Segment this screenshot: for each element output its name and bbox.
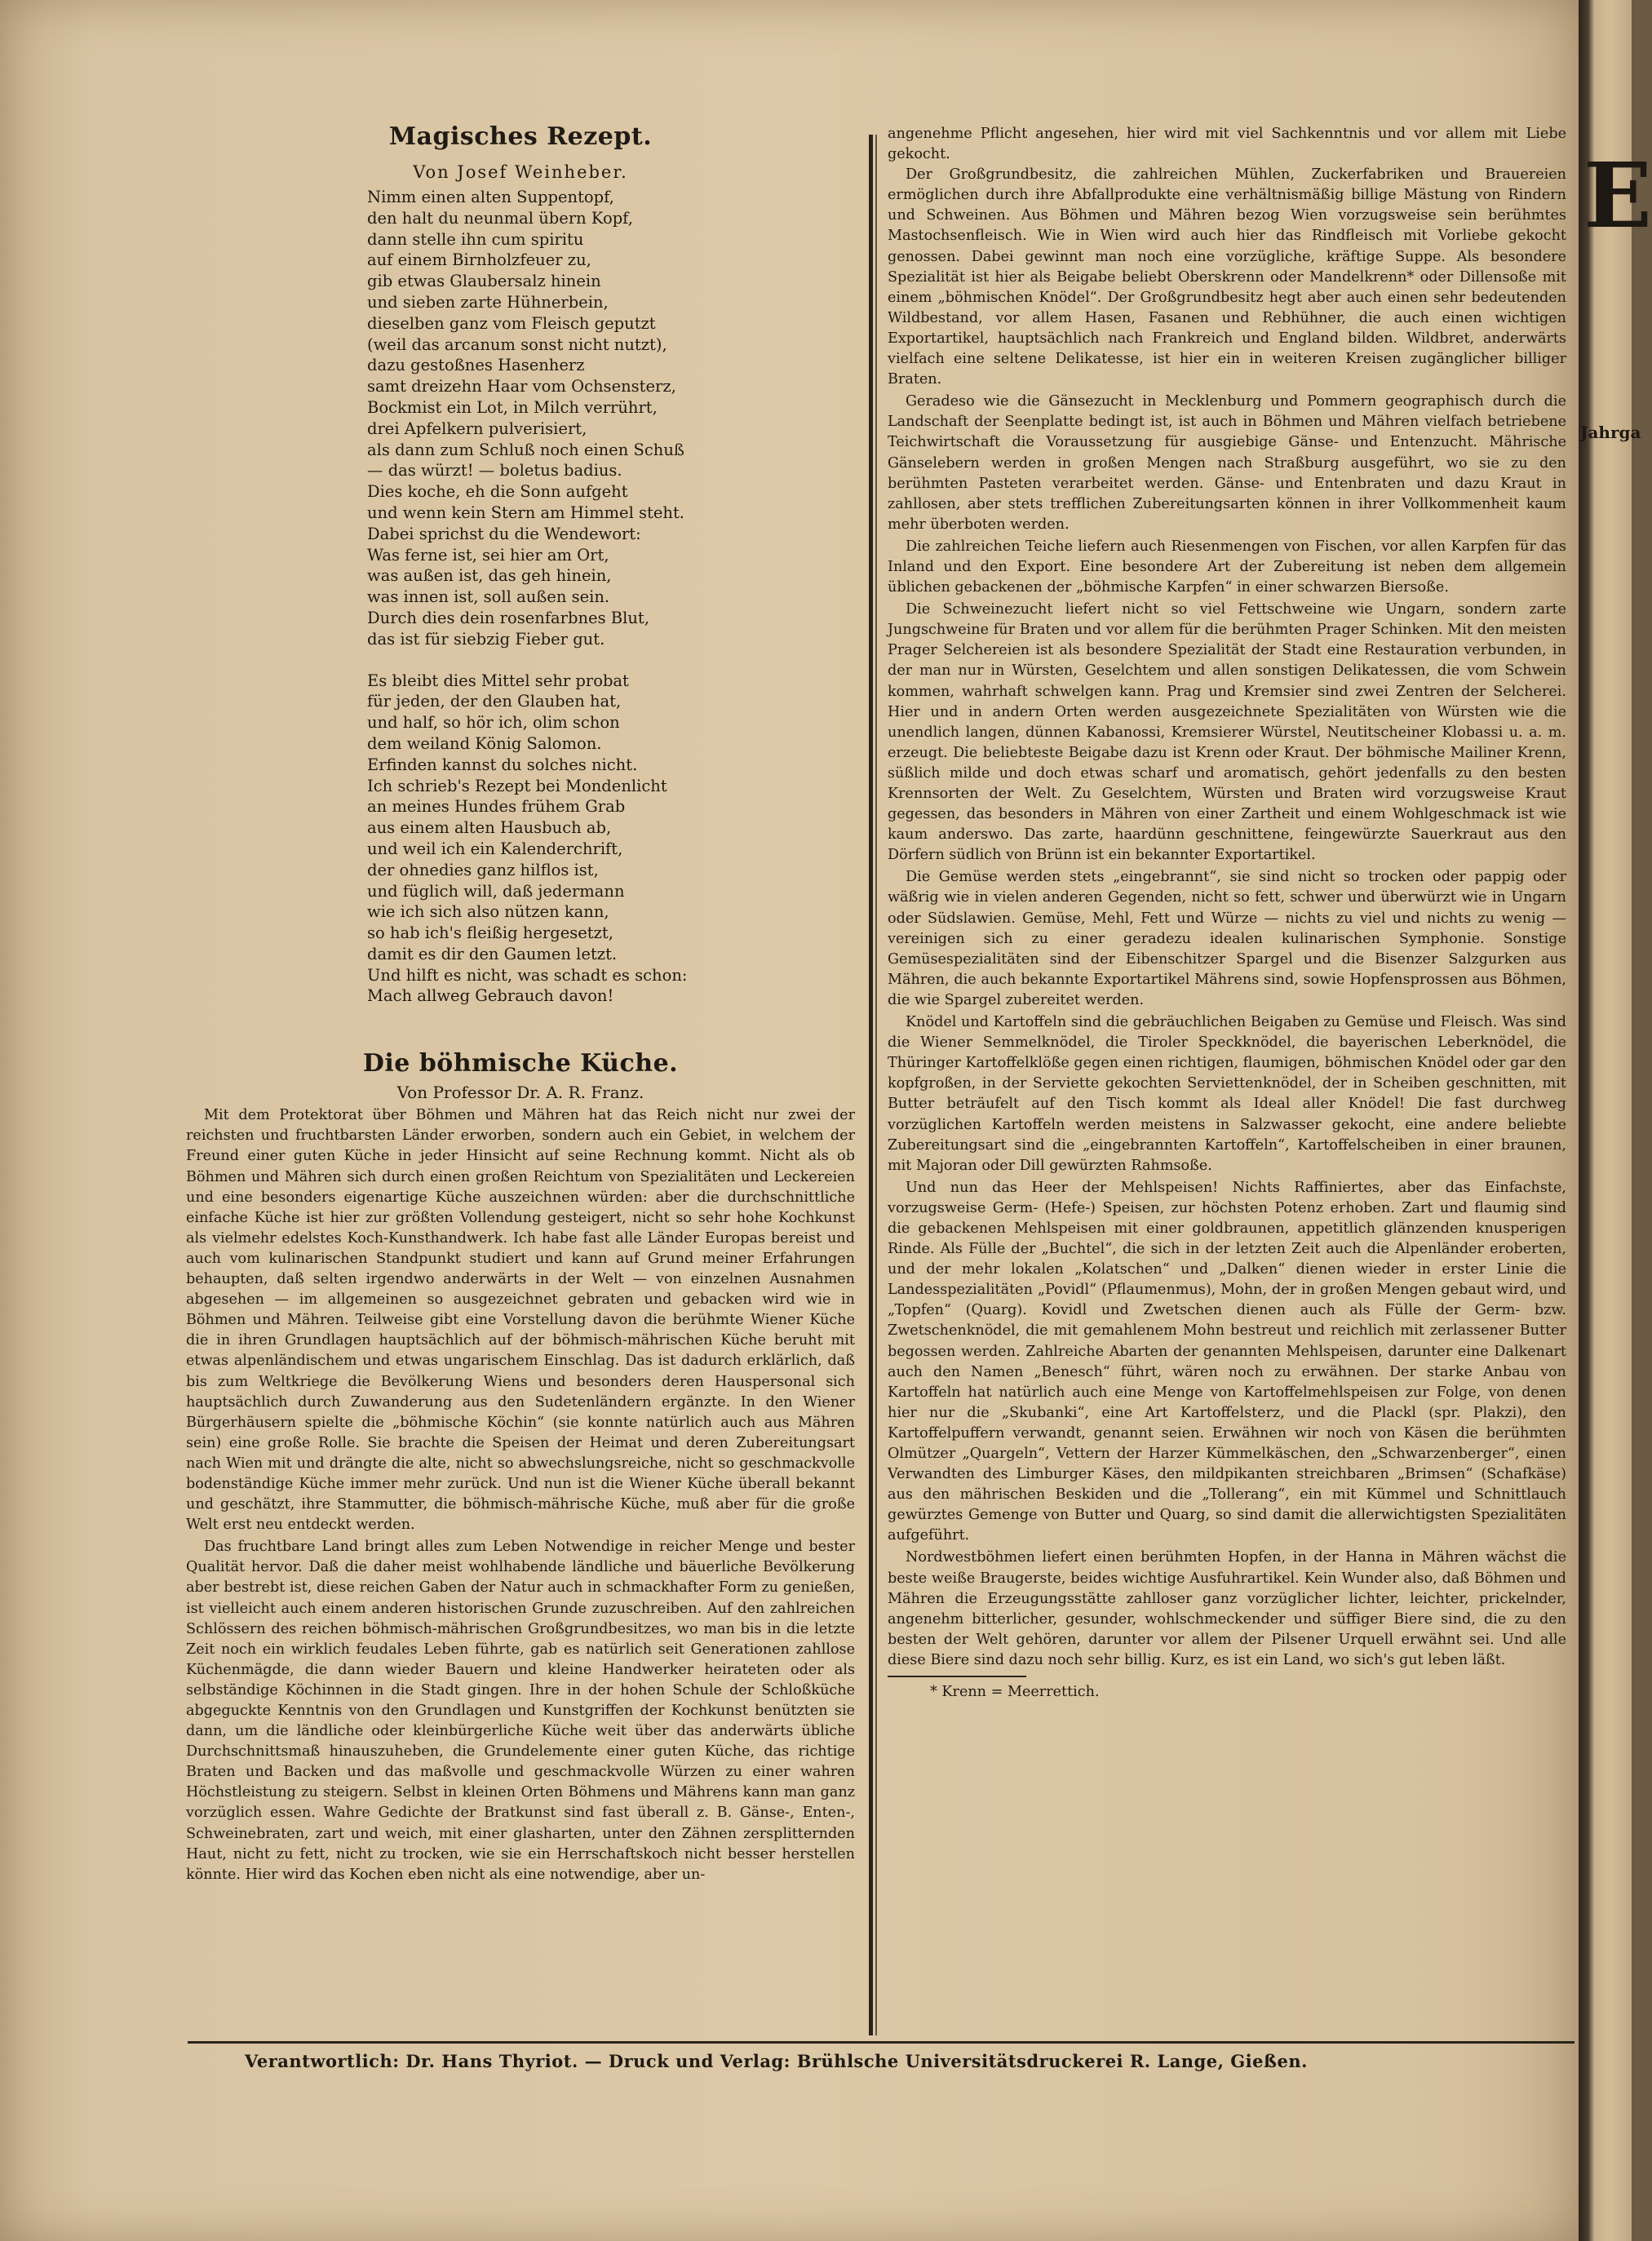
article-paragraph: Und nun das Heer der Mehlspeisen! Nichts Raffiniertes, aber das Einfachste, vorzugsweise Germ- (Hefe-) Speisen, zur höchsten Potenz erhoben. Zart und flaumig sind die gebackenen Mehlspeisen mit einer goldbraunen, appetitlich glänzenden knusperigen Rinde. Als Fülle der „Buchtel“, die sich in der letzten Zeit auch die Alpenländer eroberten, und der mehr lokalen „Kolatschen“ und „Dalken“ dienen wieder in erster Linie die Landesspezialitäten „Povidl“ (Pflaumenmus), Mohn, der in großen Mengen gebaut wird, und „Topfen“ (Quarg). Kovidl und Zwetschen dienen auch als Fülle der Germ- bzw. Zwetschenknödel, die mit gemahlenem Mohn bestreut und reichlich mit zerlassener Butter begossen werden. Zahlreiche Abarten der genannten Mehlspeisen, darunter eine Dalkenart auch den Namen „Benesch“ führt, wären noch zu erwähnen. Der starke Anbau von Kartoffeln hat natürlich auch eine Menge von Kartoffelmehlspeisen zur Folge, von denen hier nur die „Skubanki“, eine Art Kartoffelsterz, und die Plackl (spr. Plakzi), den Kartoffelpuffern verwandt, genannt seien. Erwähnen wir noch von Käsen die berühmten Olmützer „Quargeln“, Vettern der Harzer Kümmelkäschen, den „Schwarzenberger“, einen Verwandten des Limburger Käses, den mildpikanten streichbaren „Brimsen“ (Schafkäse) aus den mährischen Beskiden und die „Tollerang“, ein mit Kümmel und Schnittlauch gewürztes Gemenge von Butter und Quarg, so sind damit die allerwichtigsten Spezialitäten aufgeführt. bbox=[888, 1179, 1566, 1544]
article-paragraph: Der Großgrundbesitz, die zahlreichen Mühlen, Zuckerfabriken und Brauereien ermöglichen durch ihre Abfallprodukte eine verhältnismäßig billige Mästung von Rindern und Schweinen. Aus Böhmen und Mähren bezog Wien vorzugsweise sein berühmtes Mastochsenfleisch. Wie in Wien wird auch hier das Rindfleisch mit Vorliebe gekocht genossen. Dabei gewinnt man noch eine vorzügliche, kräftige Suppe. Als besondere Spezialität ist hier als Beigabe beliebt Oberskrenn oder Mandelkrenn* oder Dillensoße mit einem „böhmischen Knödel“. Der Großgrundbesitz hegt aber auch einen sehr bedeutenden Wildbestand, vor allem Hasen, Fasanen und Rebhühner, die auch einen wichtigen Exportartikel, hauptsächlich nach Frankreich und England bilden. Wildbret, anderwärts vielfach eine seltene Delikatesse, ist hier ein in weiteren Kreisen zugänglicher billiger Braten. bbox=[888, 166, 1566, 388]
poem-stanza-1 bbox=[186, 187, 855, 650]
article-paragraph: Die zahlreichen Teiche liefern auch Riesenmengen von Fischen, vor allen Karpfen für das Inland und den Export. Eine besondere Art der Zubereitung ist neben dem allgemein üblichen gebackenen der „böhmische Karpfen“ in einer schwarzen Biersoße. bbox=[888, 538, 1566, 596]
edge-large-letter: E bbox=[1583, 143, 1652, 248]
poem-line: was außen ist, das geh hinein, bbox=[367, 566, 612, 586]
poem-line: an meines Hundes frühem Grab bbox=[367, 797, 626, 817]
poem-line: dem weiland König Salomon. bbox=[367, 733, 602, 753]
poem-line: Dabei sprichst du die Wendewort: bbox=[367, 524, 641, 543]
poem-line: aus einem alten Hausbuch ab, bbox=[367, 818, 612, 838]
article-paragraph: Die Schweinezucht liefert nicht so viel Fettschweine wie Ungarn, sondern zarte Jungschweine für Braten und vor allem für die berühmten Prager Schinken. Mit den meisten Prager Selchereien ist als besondere Spezialität der Stadt eine Restauration verbunden, in der man nur in Würsten, Geselchtem und allen sonstigen Delikatessen, die vom Schwein kommen, wahrhaft schwelgen kann. Prag und Kremsier sind zwei Zentren der Selcherei. Hier und in andern Orten werden ausgezeichnete Spezialitäten von Würsten wie die unendlich langen, dünnen Kabanossi, Kremsierer Würstel, Neutitscheiner Klobassi u. a. m. erzeugt. Die beliebteste Beigabe dazu ist Krenn oder Kraut. Der böhmische Mailiner Krenn, süßlich milde und doch etwas scharf und aromatisch, gehört jedenfalls zu den besten Krennsorten der Welt. Zu Geselchtem, Würsten und Braten wird vorzugsweise Kraut gegessen, das besonders in Mähren von einer Zartheit und einem Wohlgeschmack ist wie kaum anderswo. Das zarte, haardünn geschnittene, feingewürzte Sauerkraut aus den Dörfern südlich von Brünn ist ein bekannter Exportartikel. bbox=[888, 601, 1566, 864]
poem-line: Nimm einen alten Suppentopf, bbox=[367, 188, 614, 206]
footer-rule bbox=[188, 2041, 1574, 2044]
left-column bbox=[186, 122, 855, 1885]
poem-line: (weil das arcanum sonst nicht nutzt), bbox=[367, 334, 667, 354]
poem-line: und sieben zarte Hühnerbein, bbox=[367, 292, 609, 312]
poem-line: und füglich will, daß jedermann bbox=[367, 881, 625, 901]
poem-line: dieselben ganz vom Fleisch geputzt bbox=[367, 313, 656, 333]
poem-line: auf einem Birnholzfeuer zu, bbox=[367, 250, 591, 270]
article-paragraph: Knödel und Kartoffeln sind die gebräuchlichen Beigaben zu Gemüse und Fleisch. Was sind die Wiener Semmelknödel, die Tiroler Speckknödel, die bayerischen Leberknödel, die Thüringer Kartoffelklöße gegen einen richtigen, flaumigen, böhmischen Knödel oder gar den kopfgroßen, in der Serviette gekochten Serviettenknödel, der in Scheiben geschnitten, mit Butter beträufelt auf den Tisch kommt als Ideal aller Knödel! Die fast durchweg vorzüglichen Kartoffeln werden meistens in Salzwasser gekocht, eine andere beliebte Zubereitungsart sind die „eingebrannten Kartoffeln“, Kartoffelscheiben in einer braunen, mit Majoran oder Dill gewürzten Rahmsoße. bbox=[888, 1014, 1566, 1174]
edge-fragment-text: Jahrga bbox=[1580, 423, 1641, 442]
poem-line: Es bleibt dies Mittel sehr probat bbox=[367, 671, 629, 690]
poem-line: Erfinden kannst du solches nicht. bbox=[367, 755, 638, 774]
article-paragraph: Mit dem Protektorat über Böhmen und Mähren hat das Reich nicht nur zwei der reichsten und fruchtbarsten Länder erworben, sondern auch ein Gebiet, in welchem der Freund einer guten Küche in jeder Hinsicht auf seine Rechnung kommt. Nicht als ob Böhmen und Mähren sich durch einen großen Reichtum von Spezialitäten und Leckereien und eine besonders eigenartige Küche auszeichnen würden: aber die durchschnittliche einfache Küche ist hier zur größten Vollendung gesteigert, nicht so sehr hohe Kochkunst als vielmehr edelstes Koch-Kunsthandwerk. Ich habe fast alle Länder Europas bereist und auch vom kulinarischen Standpunkt studiert und kann auf Grund meiner Erfahrungen behaupten, daß selten irgendwo anderwärts in der Welt — von einzelnen Ausnahmen abgesehen — im allgemeinen so ausgezeichnet gebraten und gebacken wird wie in Böhmen und Mähren. Teilweise gibt eine Vorstellung davon die berühmte Wiener Küche die in ihren Grundlagen hauptsächlich auf der böhmisch-mährischen Küche beruht mit etwas alpenländischem und etwas ungarischem Einschlag. Das ist dadurch erklärlich, daß bis zum Weltkriege die Bevölkerung Wiens und besonders deren Hauspersonal sich hauptsächlich durch Zuwanderung aus den Sudetenländern ergänzte. In den Wiener Bürgerhäusern spielte die „böhmische Köchin“ (sie konnte natürlich auch aus Mähren sein) eine große Rolle. Sie brachte die Speisen der Heimat und deren Zubereitungsart nach Wien mit und drängte die alte, nicht so abwechslungsreiche, nicht so geschmackvolle bodenständige Küche immer mehr zurück. Und nun ist die Wiener Küche überall bekannt und geschätzt, ihre Stammutter, die böhmisch-mährische Küche, muß aber für die große Welt erst neu entdeckt werden. bbox=[186, 1107, 855, 1534]
poem-line: das ist für siebzig Fieber gut. bbox=[367, 629, 605, 649]
poem-line: und wenn kein Stern am Himmel steht. bbox=[367, 503, 685, 522]
poem-line: für jeden, der den Glauben hat, bbox=[367, 692, 622, 711]
poem-line: Bockmist ein Lot, in Milch verrührt, bbox=[367, 397, 658, 417]
poem-line: samt dreizehn Haar vom Ochsensterz, bbox=[367, 377, 676, 396]
article-title: Die böhmische Küche. bbox=[362, 1049, 679, 1078]
poem-line: gib etwas Glaubersalz hinein bbox=[367, 272, 601, 291]
poem-line: dann stelle ihn cum spiritu bbox=[367, 229, 584, 249]
column-divider bbox=[869, 135, 873, 2035]
column-divider-thin bbox=[875, 135, 877, 2035]
footnote: * Krenn = Meerrettich. bbox=[930, 1684, 1100, 1701]
footnote-rule bbox=[888, 1676, 1026, 1677]
poem-line: der ohnedies ganz hilflos ist, bbox=[367, 860, 599, 879]
poem-line: Ich schrieb's Rezept bei Mondenlicht bbox=[367, 776, 667, 795]
poem-line: den halt du neunmal übern Kopf, bbox=[367, 208, 633, 228]
right-column bbox=[888, 124, 1566, 1700]
poem-line: Durch dies dein rosenfarbnes Blut, bbox=[367, 608, 649, 627]
poem-line: drei Apfelkern pulverisiert, bbox=[367, 419, 587, 438]
imprint-footer: Verantwortlich: Dr. Hans Thyriot. — Druck und Verlag: Brühlsche Universitätsdruckerei R. Lange, Gießen. bbox=[245, 2051, 1308, 2071]
poem-line: — das würzt! — boletus badius. bbox=[367, 461, 622, 481]
poem-line: Und hilft es nicht, was schadt es schon: bbox=[367, 965, 688, 985]
article-paragraph: Das fruchtbare Land bringt alles zum Leben Notwendige in reicher Menge und bester Qualität hervor. Daß die daher meist wohlhabende ländliche und bäuerliche Bevölkerung aber bestrebt ist, diese reichen Gaben der Natur auch in schmackhafter Form zu genießen, ist vielleicht auch einem anderen historischen Grunde zuzuschreiben. Auf den zahlreichen Schlössern des reichen böhmisch-mährischen Großgrundbesitzes, wo man bis in die letzte Zeit noch ein wirklich feudales Leben führte, gab es natürlich seit Generationen zahllose Küchenmägde, die dann wieder Bauern und kleine Handwerker heirateten oder als selbständige Köchinnen in die Stadt gingen. Ihre in der hohen Schule der Schloßküche abgeguckte Kenntnis von den Grundlagen und Kunstgriffen der Kochkunst benützten sie dann, um die ländliche oder kleinbürgerliche Küche weit über das anderwärts übliche Durchschnittsmaß hinauszuheben, die Grundelemente einer guten Küche, das richtige Braten und Backen und das maßvolle und geschmackvolle Würzen zu einer wahren Höchstleistung zu steigern. Selbst in kleinen Orten Böhmens und Mährens kann man ganz vorzüglich essen. Wahre Gedichte der Bratkunst sind fast überall z. B. Gänse-, Enten-, Schweinebraten, zart und weich, mit einer glasharten, unter den Zähnen zersplitternden Haut, nicht zu fett, nicht zu trocken, wie sie ein Herrschaftskoch nicht besser herstellen könnte. Hier wird das Kochen eben nicht als eine notwendige, aber un- bbox=[186, 1539, 855, 1883]
poem-line: Dies koche, eh die Sonn aufgeht bbox=[367, 482, 628, 502]
article-paragraph: Nordwestböhmen liefert einen berühmten Hopfen, in der Hanna in Mähren wächst die beste weiße Braugerste, beides wichtige Ausfuhrartikel. Kein Wunder also, daß Böhmen und Mähren die Erzeugungsstätte zahlloser ganz vorzüglicher lichter, leichter, prickelnder, angenehm bitterlicher, gesunder, wohlschmeckender und süffiger Biere sind, die zu den besten der Welt gehören, darunter vor allem der Pilsener Urquell erwähnt sei. Und alle diese Biere sind dazu noch sehr billig. Kurz, es ist ein Land, wo sich's gut leben läßt. bbox=[888, 1549, 1566, 1668]
poem-line: wie ich sich also nützen kann, bbox=[367, 902, 609, 922]
poem-stanza-2 bbox=[186, 671, 855, 1008]
poem-line: was innen ist, soll außen sein. bbox=[367, 587, 610, 607]
poem-line: so hab ich's fleißig hergesetzt, bbox=[367, 923, 613, 943]
article-paragraph: Geradeso wie die Gänsezucht in Mecklenburg und Pommern geographisch durch die Landschaft der Seenplatte bedingt ist, ist auch in Böhmen und Mähren vielfach betriebene Teichwirtschaft die Voraussetzung für ausgiebige Gänse- und Entenzucht. Mährische Gänselebern werden in großen Mengen nach Straßburg ausgeführt, wo sie zu den berühmten Pasteten verarbeitet werden. Gänse- und Entenbraten und dazu Kraut in zahllosen, aber stets trefflichen Zubereitungsarten können in ihrer Vollkommenheit kaum mehr überboten werden. bbox=[888, 393, 1566, 533]
adjacent-page-edge bbox=[1579, 0, 1652, 2241]
poem-author: Von Josef Weinheber. bbox=[413, 162, 628, 182]
poem-line: und weil ich ein Kalenderchrift, bbox=[367, 839, 623, 858]
article-paragraph: Die Gemüse werden stets „eingebrannt“, sie sind nicht so trocken oder pappig oder wäßrig wie in vielen anderen Gegenden, nicht so fett, schwer und überwürzt wie in Ungarn oder Südslawien. Gemüse, Mehl, Fett und Würze — nichts zu viel und nichts zu wenig — vereinigen sich zu einer geradezu idealen kulinarischen Symphonie. Sonstige Gemüsespezialitäten sind der Eibenschitzer Spargel und die Bisenzer Salzgurken aus Mähren, die auch bekannte Exportartikel Mährens sind, sowie Hopfensprossen aus Böhmen, die wie Spargel zubereitet werden. bbox=[888, 869, 1566, 1008]
poem-title: Magisches Rezept. bbox=[388, 122, 653, 151]
poem-line: Was ferne ist, sei hier am Ort, bbox=[367, 545, 609, 565]
poem-line: dazu gestoßnes Hasenherz bbox=[367, 356, 585, 375]
article-author: Von Professor Dr. A. R. Franz. bbox=[396, 1083, 644, 1103]
poem-line: als dann zum Schluß noch einen Schuß bbox=[367, 440, 684, 459]
poem-line: und half, so hör ich, olim schon bbox=[367, 713, 620, 733]
poem-line: Mach allweg Gebrauch davon! bbox=[367, 986, 614, 1006]
article-paragraph: angenehme Pflicht angesehen, hier wird mit viel Sachkenntnis und vor allem mit Liebe gekocht. bbox=[888, 126, 1566, 163]
poem-line: damit es dir den Gaumen letzt. bbox=[367, 944, 618, 963]
